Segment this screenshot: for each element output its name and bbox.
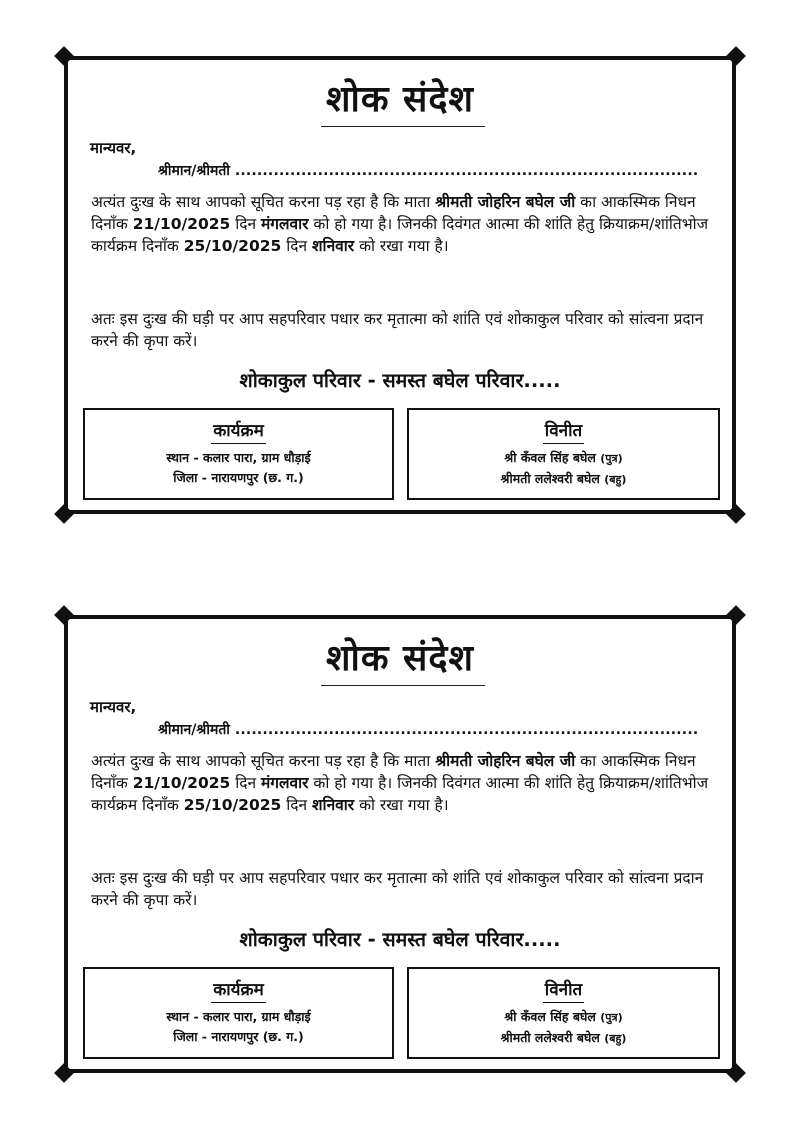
para-text: को रखा गया है। — [354, 237, 449, 255]
death-date: 21/10/2025 — [132, 774, 231, 792]
son-line — [409, 1007, 718, 1028]
daughter-in-law-relation: (बहु) — [604, 473, 627, 486]
humble-heading: विनीत — [543, 420, 584, 444]
title-underline — [321, 685, 485, 686]
son-relation: (पुत्र) — [600, 1011, 623, 1024]
death-day: मंगलवार — [261, 774, 309, 792]
son-line — [409, 448, 718, 469]
program-box — [83, 967, 394, 1059]
deceased-name: श्रीमती जोहरिन बघेल जी — [435, 752, 576, 770]
condolence-card — [64, 56, 736, 514]
para-text: दिन — [281, 796, 313, 814]
para-text: अत्यंत दुःख के साथ आपको सूचित करना पड़ रहा है कि माता — [91, 752, 436, 770]
para-text: अत्यंत दुःख के साथ आपको सूचित करना पड़ रहा है कि माता — [91, 193, 436, 211]
addressee-blank: .................................................................................... — [234, 722, 699, 738]
daughter-in-law-name: श्रीमती ललेश्वरी बघेल — [500, 471, 600, 486]
corner-diamond — [726, 504, 746, 524]
son-name: श्री कँवल सिंह बघेल — [504, 1009, 596, 1024]
salutation: मान्यवर, — [90, 139, 137, 157]
family-signature: शोकाकुल परिवार - समस्त बघेल परिवार..... — [239, 369, 561, 392]
corner-diamond — [54, 504, 74, 524]
corner-diamond — [726, 46, 746, 66]
humble-heading: विनीत — [543, 979, 584, 1003]
corner-diamond — [54, 1063, 74, 1083]
para-text: दिन — [230, 215, 262, 233]
condolence-card — [64, 615, 736, 1073]
event-day: शनिवार — [312, 796, 355, 814]
para-text: को हो गया है। जिनकी दिवंगत आत्मा की शांति हेतु क्रियाक्रम/शांतिभोज कार्यक्रम दिनाँक — [91, 774, 709, 814]
venue-line: स्थान - कलार पारा, ग्राम धौड़ाई — [166, 1009, 311, 1024]
district-line: जिला - नारायणपुर (छ. ग.) — [173, 470, 304, 485]
para-text: दिन — [281, 237, 313, 255]
daughter-in-law-line — [409, 1028, 718, 1049]
program-box — [83, 408, 394, 500]
para-text: दिन — [230, 774, 262, 792]
corner-diamond — [726, 605, 746, 625]
invitation-paragraph: अतः इस दुःख की घड़ी पर आप सहपरिवार पधार कर मृतात्मा को शांति एवं शोकाकुल परिवार को सांत्वना प्रदान करने की कृपा करें। — [91, 310, 704, 350]
para-text: को हो गया है। जिनकी दिवंगत आत्मा की शांति हेतु क्रियाक्रम/शांतिभोज कार्यक्रम दिनाँक — [91, 215, 709, 255]
corner-diamond — [54, 605, 74, 625]
daughter-in-law-name: श्रीमती ललेश्वरी बघेल — [500, 1030, 600, 1045]
district-line: जिला - नारायणपुर (छ. ग.) — [173, 1029, 304, 1044]
event-date: 25/10/2025 — [183, 237, 282, 255]
para-text: का आकस्मिक निधन दिनाँक — [91, 193, 696, 233]
daughter-in-law-line — [409, 469, 718, 490]
program-heading: कार्यक्रम — [211, 420, 266, 444]
humble-box — [407, 967, 720, 1059]
addressee-label: श्रीमान/श्रीमती — [158, 163, 230, 179]
para-text: को रखा गया है। — [354, 796, 449, 814]
humble-box — [407, 408, 720, 500]
para-text: का आकस्मिक निधन दिनाँक — [91, 752, 696, 792]
salutation: मान्यवर, — [90, 698, 137, 716]
invitation-paragraph: अतः इस दुःख की घड़ी पर आप सहपरिवार पधार कर मृतात्मा को शांति एवं शोकाकुल परिवार को सांत्वना प्रदान करने की कृपा करें। — [91, 869, 704, 909]
addressee-line — [158, 720, 698, 739]
card-title: शोक संदेश — [326, 79, 474, 120]
event-date: 25/10/2025 — [183, 796, 282, 814]
addressee-line — [158, 161, 698, 180]
venue-line: स्थान - कलार पारा, ग्राम धौड़ाई — [166, 450, 311, 465]
corner-diamond — [54, 46, 74, 66]
title-underline — [321, 126, 485, 127]
corner-diamond — [726, 1063, 746, 1083]
card-title: शोक संदेश — [326, 638, 474, 679]
addressee-label: श्रीमान/श्रीमती — [158, 722, 230, 738]
death-date: 21/10/2025 — [132, 215, 231, 233]
announcement-paragraph — [91, 191, 716, 257]
program-heading: कार्यक्रम — [211, 979, 266, 1003]
son-name: श्री कँवल सिंह बघेल — [504, 450, 596, 465]
deceased-name: श्रीमती जोहरिन बघेल जी — [435, 193, 576, 211]
event-day: शनिवार — [312, 237, 355, 255]
daughter-in-law-relation: (बहु) — [604, 1032, 627, 1045]
announcement-paragraph — [91, 750, 716, 816]
family-signature: शोकाकुल परिवार - समस्त बघेल परिवार..... — [239, 928, 561, 951]
death-day: मंगलवार — [261, 215, 309, 233]
son-relation: (पुत्र) — [600, 452, 623, 465]
addressee-blank: .................................................................................... — [234, 163, 699, 179]
